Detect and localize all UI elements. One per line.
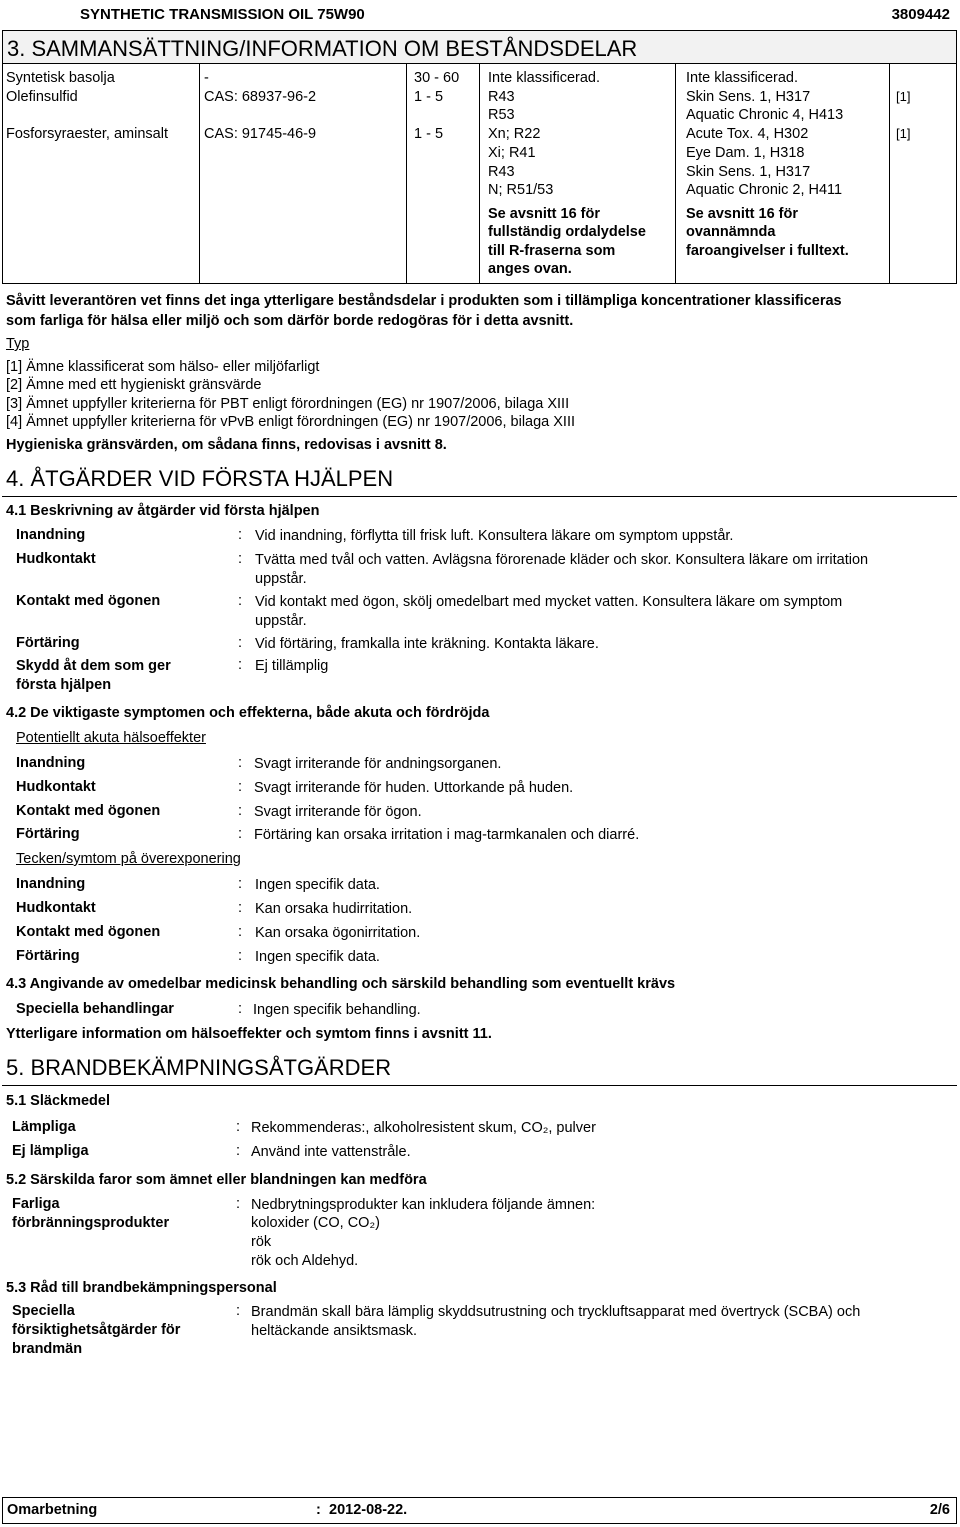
colon: :	[316, 1502, 321, 1518]
r-footer-line: till R-fraserna som	[488, 243, 616, 259]
first-aid-label: Hudkontakt	[16, 551, 96, 567]
colon: :	[238, 900, 243, 916]
first-aid-label: Skydd åt dem som ger	[16, 658, 171, 674]
r-phrase: N; R51/53	[488, 182, 554, 198]
section3-title: 3. SAMMANSÄTTNING/INFORMATION OM BESTÅNDSDELAR	[7, 36, 638, 61]
ingredient-conc: 1 - 5	[414, 89, 444, 105]
typ-item: [3] Ämnet uppfyller kriterierna för PBT enligt förordningen (EG) nr 1907/2006, bilaga XIII	[6, 396, 570, 412]
first-aid-value: Vid förtäring, framkalla inte kräkning. Kontakta läkare.	[255, 636, 599, 652]
acute-value: Svagt irriterande för ögon.	[254, 804, 422, 820]
typ-item: [2] Ämne med ett hygieniskt gränsvärde	[6, 377, 262, 393]
advice-value: heltäckande ansiktsmask.	[251, 1323, 418, 1339]
h-footer-line: Se avsnitt 16 för	[686, 206, 799, 222]
hazard-label: Farliga	[12, 1196, 60, 1212]
colon: :	[236, 1119, 241, 1135]
ingredient-name: Fosforsyraester, aminsalt	[6, 126, 168, 142]
special-treatment-value: Ingen specifik behandling.	[253, 1002, 421, 1018]
overexposure-label: Förtäring	[16, 948, 80, 964]
h-statement: Inte klassificerad.	[686, 70, 799, 86]
acute-label: Förtäring	[16, 826, 80, 842]
colon: :	[238, 593, 243, 609]
colon: :	[236, 1303, 241, 1319]
header-code: 3809442	[891, 6, 950, 23]
first-aid-label: Kontakt med ögonen	[16, 593, 161, 609]
ingredient-conc: 30 - 60	[414, 70, 460, 86]
typ-item: [1] Ämne klassificerat som hälso- eller miljöfarligt	[6, 359, 320, 375]
first-aid-label: Inandning	[16, 527, 86, 543]
hazard-value: rök	[251, 1234, 272, 1250]
revision-date: 2012-08-22.	[329, 1502, 408, 1518]
unsuitable-value: Använd inte vattenstråle.	[251, 1144, 411, 1160]
h-statement: Aquatic Chronic 2, H411	[686, 182, 843, 198]
first-aid-label: första hjälpen	[16, 677, 112, 693]
ingredient-cas: CAS: 68937-96-2	[204, 89, 317, 105]
colon: :	[238, 779, 243, 795]
type-note: [1]	[896, 126, 911, 141]
first-aid-value: Ej tillämplig	[255, 658, 329, 674]
special-treatment-label: Speciella behandlingar	[16, 1001, 174, 1017]
footer-box	[2, 1497, 957, 1524]
overexposure-label: Hudkontakt	[16, 900, 96, 916]
advice-label: Speciella	[12, 1303, 75, 1319]
subsection-5-2: 5.2 Särskilda faror som ämnet eller blandningen kan medföra	[6, 1172, 427, 1188]
h-statement: Skin Sens. 1, H317	[686, 164, 811, 180]
acute-label: Kontakt med ögonen	[16, 803, 161, 819]
section4-title: 4. ÅTGÄRDER VID FÖRSTA HJÄLPEN	[6, 466, 394, 491]
colon: :	[238, 551, 243, 567]
r-footer-line: Se avsnitt 16 för	[488, 206, 601, 222]
r-phrase: Xi; R41	[488, 145, 536, 161]
section5-title: 5. BRANDBEKÄMPNINGSÅTGÄRDER	[6, 1055, 392, 1080]
section3-title-box	[2, 30, 957, 64]
acute-value: Svagt irriterande för huden. Uttorkande på huden.	[254, 780, 574, 796]
colon: :	[238, 527, 243, 543]
colon: :	[238, 1001, 243, 1017]
subsection-4-2: 4.2 De viktigaste symptomen och effekterna, både akuta och fördröjda	[6, 705, 490, 721]
hazard-value: koloxider (CO, CO₂)	[251, 1215, 380, 1231]
page-number: 2/6	[929, 1502, 950, 1518]
overexposure-value: Kan orsaka hudirritation.	[255, 901, 413, 917]
r-footer-line: anges ovan.	[488, 261, 572, 277]
colon: :	[238, 826, 243, 842]
acute-label: Hudkontakt	[16, 779, 96, 795]
acute-label: Inandning	[16, 755, 86, 771]
subsection-5-3: 5.3 Råd till brandbekämpningspersonal	[6, 1280, 277, 1296]
hazard-value: Nedbrytningsprodukter kan inkludera följande ämnen:	[251, 1197, 596, 1213]
colon: :	[238, 635, 243, 651]
subsection-4-1: 4.1 Beskrivning av åtgärder vid första hjälpen	[6, 503, 320, 519]
more-info: Ytterligare information om hälsoeffekter och symtom finns i avsnitt 11.	[6, 1026, 492, 1042]
h-statement: Aquatic Chronic 4, H413	[686, 107, 844, 123]
colon: :	[236, 1143, 241, 1159]
h-footer-line: faroangivelser i fulltext.	[686, 243, 849, 259]
r-phrase: R43	[488, 89, 515, 105]
colon: :	[238, 803, 243, 819]
ingredient-name: Syntetisk basolja	[6, 70, 115, 86]
acute-value: Svagt irriterande för andningsorganen.	[254, 756, 502, 772]
type-note: [1]	[896, 89, 911, 104]
colon: :	[236, 1196, 241, 1212]
h-statement: Acute Tox. 4, H302	[686, 126, 809, 142]
first-aid-value: uppstår.	[255, 571, 307, 587]
first-aid-value: uppstår.	[255, 613, 307, 629]
ingredient-conc: 1 - 5	[414, 126, 444, 142]
r-phrase: R53	[488, 107, 515, 123]
ingredient-name: Olefinsulfid	[6, 89, 78, 105]
overexposure-label: Kontakt med ögonen	[16, 924, 161, 940]
colon: :	[238, 657, 243, 673]
hygiene-note: Hygieniska gränsvärden, om sådana finns, redovisas i avsnitt 8.	[6, 437, 447, 453]
unsuitable-label: Ej lämpliga	[12, 1143, 89, 1159]
suitable-value: Rekommenderas:, alkoholresistent skum, CO₂, pulver	[251, 1120, 596, 1136]
ingredient-cas: -	[204, 70, 209, 86]
ingredient-cas: CAS: 91745-46-9	[204, 126, 317, 142]
first-aid-value: Vid kontakt med ögon, skölj omedelbart med mycket vatten. Konsultera läkare om symptom	[255, 594, 843, 610]
statement-line: som farliga för hälsa eller miljö och som därför borde redogöras för i detta avsnitt.	[6, 313, 574, 329]
h-footer-line: ovannämnda	[686, 224, 776, 240]
subsection-4-3: 4.3 Angivande av omedelbar medicinsk behandling och särskild behandling som eventuellt krävs	[6, 976, 676, 992]
colon: :	[238, 948, 243, 964]
overexposure-value: Ingen specifik data.	[255, 949, 380, 965]
r-phrase: Xn; R22	[488, 126, 541, 142]
h-statement: Eye Dam. 1, H318	[686, 145, 805, 161]
r-phrase: Inte klassificerad.	[488, 70, 601, 86]
advice-value: Brandmän skall bära lämplig skyddsutrustning och tryckluftsapparat med övertryck (SCBA) och	[251, 1304, 861, 1320]
hazard-label: förbränningsprodukter	[12, 1215, 170, 1231]
overexposure-heading: Tecken/symtom på överexponering	[16, 851, 241, 867]
h-statement: Skin Sens. 1, H317	[686, 89, 811, 105]
overexposure-value: Kan orsaka ögonirritation.	[255, 925, 421, 941]
typ-label: Typ	[6, 336, 30, 352]
acute-heading: Potentiellt akuta hälsoeffekter	[16, 730, 206, 746]
typ-item: [4] Ämnet uppfyller kriterierna för vPvB enligt förordningen (EG) nr 1907/2006, bilaga XIII	[6, 414, 576, 430]
hazard-value: rök och Aldehyd.	[251, 1253, 359, 1269]
r-footer-line: fullständig ordalydelse	[488, 224, 646, 240]
first-aid-value: Vid inandning, förflytta till frisk luft. Konsultera läkare om symptom uppstår.	[255, 528, 734, 544]
suitable-label: Lämpliga	[12, 1119, 76, 1135]
overexposure-label: Inandning	[16, 876, 86, 892]
advice-label: brandmän	[12, 1341, 83, 1357]
colon: :	[238, 755, 243, 771]
header-product: SYNTHETIC TRANSMISSION OIL 75W90	[80, 6, 365, 23]
first-aid-label: Förtäring	[16, 635, 80, 651]
advice-label: försiktighetsåtgärder för	[12, 1322, 181, 1338]
colon: :	[238, 876, 243, 892]
colon: :	[238, 924, 243, 940]
acute-value: Förtäring kan orsaka irritation i mag-tarmkanalen och diarré.	[254, 827, 640, 843]
overexposure-value: Ingen specifik data.	[255, 877, 380, 893]
revision-label: Omarbetning	[7, 1502, 98, 1518]
statement-line: Såvitt leverantören vet finns det inga ytterligare beståndsdelar i produkten som i tillämpliga koncentrationer klassificeras	[6, 293, 842, 309]
subsection-5-1: 5.1 Släckmedel	[6, 1093, 110, 1109]
r-phrase: R43	[488, 164, 515, 180]
first-aid-value: Tvätta med tvål och vatten. Avlägsna förorenade kläder och skor. Konsultera läkare om irritation	[255, 552, 869, 568]
